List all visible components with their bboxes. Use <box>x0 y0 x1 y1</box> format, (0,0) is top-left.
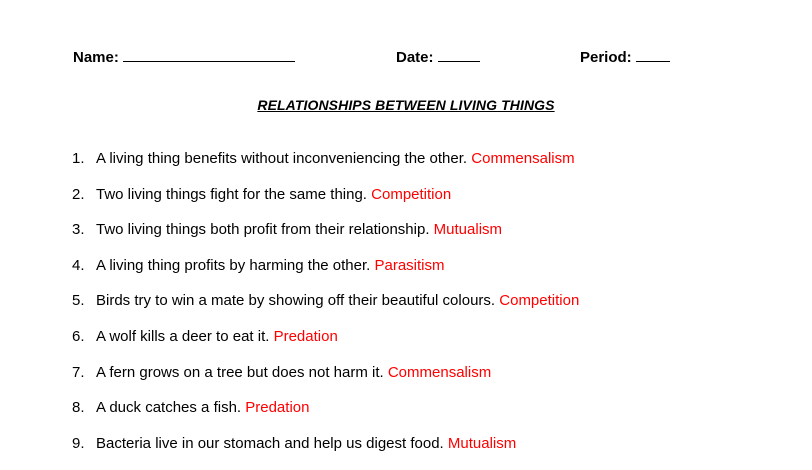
worksheet-title: RELATIONSHIPS BETWEEN LIVING THINGS <box>257 97 555 113</box>
name-field <box>73 47 295 66</box>
date-blank <box>438 47 480 62</box>
worksheet-header <box>0 47 784 67</box>
item-number: 8. <box>72 399 85 417</box>
item-number: 3. <box>72 221 85 239</box>
item-number: 1. <box>72 150 85 167</box>
item-number: 9. <box>72 434 85 452</box>
name-blank <box>123 47 295 62</box>
item-statement: A living thing benefits without inconveniencing the other. <box>96 150 468 167</box>
list-item <box>72 257 579 293</box>
question-list <box>72 150 579 470</box>
list-item <box>72 221 579 257</box>
date-field <box>396 47 480 66</box>
item-answer: Mutualism <box>433 221 503 239</box>
item-statement: A living thing profits by harming the other. <box>96 256 371 274</box>
item-answer: Competition <box>371 185 452 203</box>
item-answer: Parasitism <box>374 256 445 274</box>
period-label: Period: <box>580 49 632 66</box>
list-item <box>72 328 579 364</box>
name-label: Name: <box>73 49 119 66</box>
period-blank <box>636 47 670 62</box>
list-item <box>72 150 579 186</box>
period-field <box>580 47 670 66</box>
item-statement: Birds try to win a mate by showing off their beautiful colours. <box>96 292 496 310</box>
item-number: 6. <box>72 327 85 345</box>
item-number: 2. <box>72 185 85 203</box>
item-number: 5. <box>72 292 85 310</box>
item-answer: Commensalism <box>387 363 492 381</box>
item-statement: Two living things fight for the same thing. <box>96 185 372 203</box>
item-number: 7. <box>72 363 85 381</box>
item-answer: Predation <box>245 399 310 417</box>
list-item <box>72 186 579 222</box>
list-item <box>72 399 579 435</box>
list-item <box>72 292 579 328</box>
item-statement: A fern grows on a tree but does not harm it. <box>96 363 384 381</box>
item-number: 4. <box>72 256 85 274</box>
item-answer: Predation <box>273 327 338 345</box>
item-answer: Mutualism <box>447 434 517 452</box>
item-answer: Commensalism <box>471 150 575 167</box>
item-answer: Competition <box>499 292 580 310</box>
item-statement: A wolf kills a deer to eat it. <box>96 327 270 345</box>
list-item <box>72 435 579 470</box>
item-statement: Two living things both profit from their relationship. <box>96 221 430 239</box>
item-statement: Bacteria live in our stomach and help us digest food. <box>96 434 444 452</box>
list-item <box>72 364 579 400</box>
date-label: Date: <box>396 49 434 66</box>
item-statement: A duck catches a fish. <box>96 399 242 417</box>
